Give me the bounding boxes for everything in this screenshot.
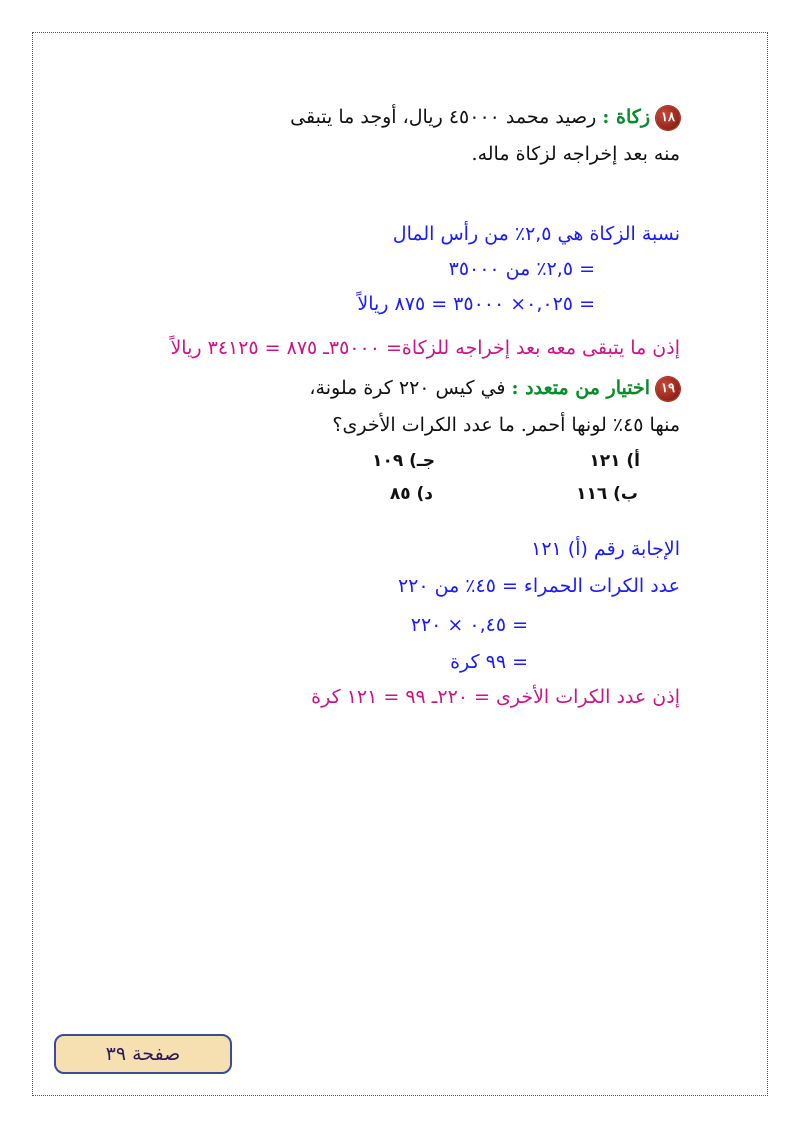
solution-19-line3: = ٠,٤٥ × ٢٢٠ [410, 614, 528, 636]
solution-18-line1: نسبة الزكاة هي ٢,٥٪ من رأس المال [392, 223, 680, 245]
solution-19-line4: = ٩٩ كرة [450, 651, 528, 673]
question-number-badge: ١٨ [656, 106, 680, 130]
option-a: أ) ١٢١ [589, 451, 640, 471]
solution-19-line1: الإجابة رقم (أ) ١٢١ [531, 538, 680, 560]
solution-18-conclusion: إذن ما يتبقى معه بعد إخراجه للزكاة= ٣٥٠٠٠ـ ٨٧٥ = ٣٤١٢٥ ريالاً [170, 337, 680, 359]
option-c: جـ) ١٠٩ [372, 451, 435, 471]
question-label: اختيار من متعدد : [511, 377, 650, 399]
question-label: زكاة : [602, 106, 650, 128]
solution-18-line2: = ٢,٥٪ من ٣٥٠٠٠ [448, 258, 595, 280]
option-b: ب) ١١٦ [576, 484, 638, 504]
solution-19-line2: عدد الكرات الحمراء = ٤٥٪ من ٢٢٠ [397, 575, 680, 597]
question-19-line2: منها ٤٥٪ لونها أحمر. ما عدد الكرات الأخرى؟ [332, 414, 680, 436]
question-19-line1 [309, 377, 680, 401]
question-18-line2: منه بعد إخراجه لزكاة ماله. [471, 143, 680, 165]
option-d: د) ٨٥ [389, 484, 433, 504]
question-number-badge: ١٩ [656, 377, 680, 401]
page-frame [32, 32, 768, 1096]
page-number-box: صفحة ٣٩ [54, 1034, 232, 1074]
question-text: رصيد محمد ٤٥٠٠٠ ريال، أوجد ما يتبقى [290, 106, 597, 128]
question-text: في كيس ٢٢٠ كرة ملونة، [309, 377, 506, 399]
solution-19-conclusion: إذن عدد الكرات الأخرى = ٢٢٠ـ ٩٩ = ١٢١ كرة [311, 686, 680, 708]
question-18-line1 [290, 106, 680, 130]
solution-18-line3: = ٠,٠٢٥× ٣٥٠٠٠ = ٨٧٥ ريالاً [357, 293, 595, 315]
